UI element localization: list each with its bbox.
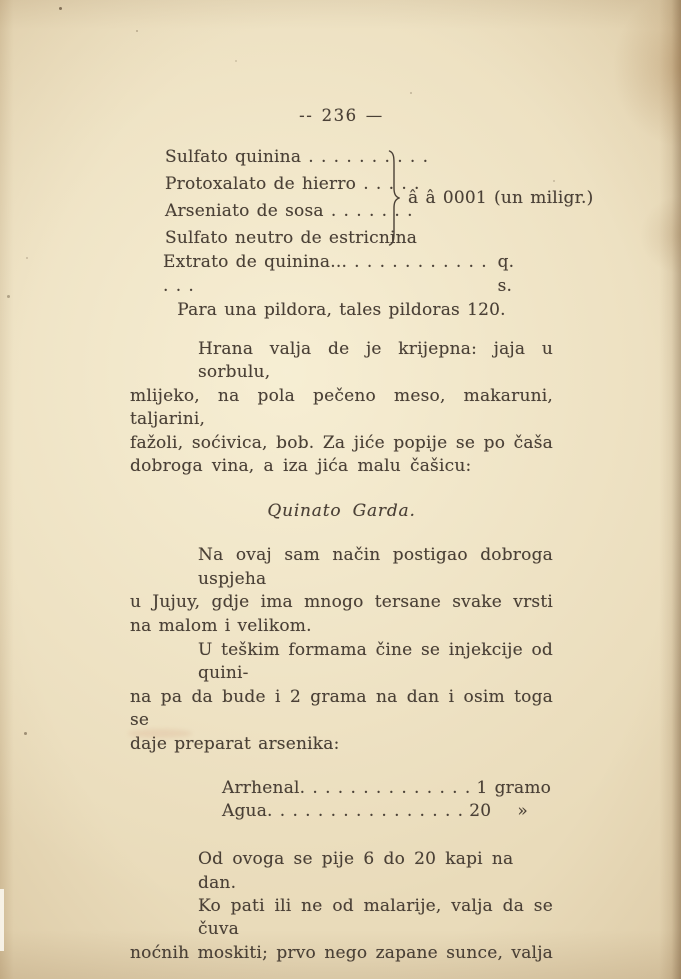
quinine-recipe-main [130, 144, 594, 252]
ingredient-line: Arseniato de sosa . . . . . . . [165, 201, 413, 221]
ingredient-line: Sulfato quinina . . . . . . . . . . [165, 147, 429, 167]
ink-speck [553, 180, 555, 182]
recipe-row [130, 777, 553, 800]
text-line: Od ovoga se pije 6 do 20 kapi na dan. [198, 849, 514, 893]
quinine-ingredient-list [165, 144, 429, 252]
paragraph-food [130, 338, 553, 478]
ink-speck [24, 732, 27, 735]
text-line: na malom i velikom. [130, 615, 312, 636]
ink-speck [7, 295, 10, 298]
extract-value: q. s. [497, 252, 515, 296]
text-line: U teškim formama čine se injekcije od quini- [198, 640, 553, 684]
recipe-row-value: 20 [469, 800, 492, 821]
text-line: noćnih moskiti; prvo nego zapane sunce, valja [130, 942, 553, 963]
recipe-row-label: Arrhenal. . . . . . . . . . . . . . [222, 778, 471, 799]
recipe-row [130, 800, 553, 823]
text-line: u Jujuy, gdje ima mnogo tersane svake vrsti [130, 592, 553, 613]
ingredient-line: Protoxalato de hierro . . . . . [165, 174, 420, 194]
ink-speck [59, 7, 62, 10]
recipe-row-unit: » [517, 800, 528, 821]
page-number: -- 236 — [299, 106, 384, 125]
ink-speck [26, 257, 28, 259]
dose-annotation: â â 0001 (un miligr.) [408, 188, 594, 208]
text-line: Ko pati ili ne od malarije, valja da se čuva [198, 895, 553, 940]
text-line: na pa da bude i 2 grama na dan i osim toga se [130, 686, 553, 731]
paper-stain [128, 729, 192, 738]
extract-label: Extrato de quinina... . . . . . . . . . . . . . . [163, 252, 487, 296]
page-edge-highlight [0, 889, 4, 951]
recipe-row-label: Agua. . . . . . . . . . . . . . . . [222, 800, 464, 821]
arsenic-recipe-block [130, 777, 553, 822]
paragraph-dosage [130, 848, 553, 895]
recipe-instruction: Para una pildora, tales pildoras 120. [177, 300, 506, 320]
recipe-brace-icon [387, 150, 400, 246]
text-line: Hrana valja de je krijepna: jaja u sorbulu, [198, 339, 553, 383]
text-line: mlijeko, na pola pečeno meso, makaruni, taljarini, [130, 385, 553, 430]
paragraph-mosquito [130, 895, 553, 965]
extract-line [130, 250, 553, 298]
paragraph-success [130, 544, 553, 638]
text-line: daje preparat arsenika: [130, 733, 340, 754]
paragraph-injections [130, 639, 553, 756]
ink-speck [410, 92, 412, 94]
ingredient-line: Sulfato neutro de estricnina [165, 228, 418, 248]
text-line: fažoli, soćivica, bob. Za jiće popije se po čaša [130, 432, 553, 453]
page-content [130, 0, 594, 965]
ink-speck [136, 30, 138, 32]
text-line: dobroga vina, a iza jića malu čašicu: [130, 456, 472, 477]
ink-speck [235, 60, 237, 62]
recipe-row-value: 1 gramo [476, 778, 552, 799]
text-line: Na ovaj sam način postigao dobroga uspjeha [198, 545, 553, 589]
wine-heading: Quinato Garda. [267, 501, 416, 522]
quinine-recipe-block [130, 144, 594, 322]
